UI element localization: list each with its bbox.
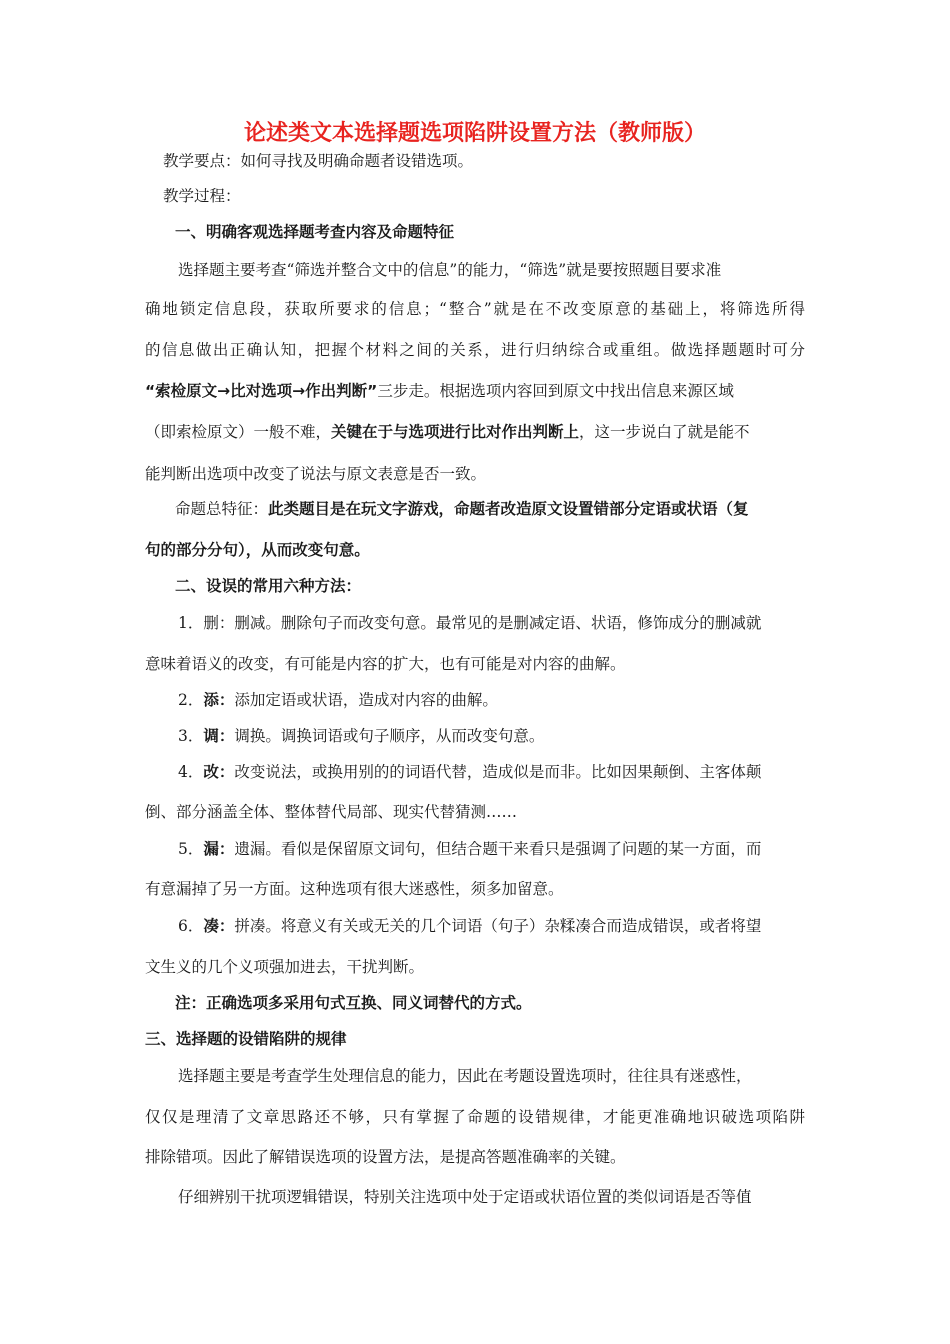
method-4-line-2: 倒、部分涵盖全体、整体替代局部、现实代替猜测……	[145, 803, 518, 821]
sec3-para-line-2: 仅仅是理清了文章思路还不够，只有掌握了命题的设错规律，才能更准确地识破选项陷阱	[145, 1108, 805, 1126]
sec1-para-line-4	[145, 379, 805, 403]
method-5-text: 遗漏。看似是保留原文词句，但结合题干来看只是强调了问题的某一方面，而	[234, 840, 762, 858]
feature-text-1: 此类题目是在玩文字游戏，命题者改造原文设置错部分定语或状语（复	[268, 500, 749, 518]
sec1-para-line-2: 确地锁定信息段，获取所要求的信息；“整合”就是在不改变原意的基础上，将筛选所得	[145, 300, 805, 318]
sec1-para-line-5-a: （即索检原文）一般不难，	[145, 423, 332, 441]
method-2-key: 添：	[203, 691, 235, 709]
teaching-point: 教学要点：如何寻找及明确命题者设错选项。	[163, 152, 474, 170]
method-2-text: 添加定语或状语，造成对内容的曲解。	[234, 691, 498, 709]
feature-label: 命题总特征：	[175, 500, 269, 518]
sec1-para-line-5	[145, 420, 805, 444]
sec1-para-line-1: 选择题主要考查“筛选并整合文中的信息”的能力，“筛选”就是要按照题目要求准	[178, 261, 722, 279]
method-1-line-2: 意味着语义的改变，有可能是内容的扩大，也有可能是对内容的曲解。	[145, 655, 626, 673]
method-2	[178, 688, 838, 712]
key-point-emphasis: 关键在于与选项进行比对作出判断上	[331, 423, 580, 441]
method-6-line-1	[178, 914, 838, 938]
sec3-para2-line-1: 仔细辨别干扰项逻辑错误，特别关注选项中处于定语或状语位置的类似词语是否等值	[178, 1188, 752, 1206]
teaching-process-label: 教学过程：	[163, 187, 241, 205]
method-5-line-1	[178, 837, 838, 861]
section-3-heading: 三、选择题的设错陷阱的规律	[145, 1030, 347, 1048]
method-4-key: 改：	[203, 763, 235, 781]
method-6-number: 6．	[178, 917, 204, 935]
method-4-number: 4．	[178, 763, 204, 781]
document-title: 论述类文本选择题选项陷阱设置方法（教师版）	[243, 121, 706, 146]
sec1-para-line-4-rest: 三步走。根据选项内容回到原文中找出信息来源区域	[377, 382, 734, 400]
sec3-para-line-1: 选择题主要是考查学生处理信息的能力，因此在考题设置选项时，往往具有迷惑性，	[178, 1067, 752, 1085]
method-3-key: 调：	[203, 727, 235, 745]
sec1-para-line-5-b: ，这一步说白了就是能不	[579, 423, 750, 441]
method-5-line-2: 有意漏掉了另一方面。这种选项有很大迷惑性，须多加留意。	[145, 880, 564, 898]
method-1-label: 1．删：	[178, 614, 235, 632]
method-4-text: 改变说法，或换用别的的词语代替，造成似是而非。比如因果颠倒、主客体颠	[234, 763, 762, 781]
method-2-number: 2．	[178, 691, 204, 709]
sec1-para-line-6: 能判断出选项中改变了说法与原文表意是否一致。	[145, 465, 487, 483]
method-3-number: 3．	[178, 727, 204, 745]
method-5-key: 漏：	[203, 840, 235, 858]
section-1-heading: 一、明确客观选择题考查内容及命题特征	[175, 223, 455, 241]
sec3-para-line-3: 排除错项。因此了解错误选项的设置方法，是提高答题准确率的关键。	[145, 1148, 626, 1166]
method-3	[178, 724, 838, 748]
method-3-text: 调换。调换词语或句子顺序，从而改变句意。	[234, 727, 545, 745]
method-5-number: 5．	[178, 840, 204, 858]
feature-line-2: 句的部分分句），从而改变句意。	[145, 541, 370, 559]
method-1-text: 删减。删除句子而改变句意。最常见的是删减定语、状语，修饰成分的删减就	[234, 614, 762, 632]
method-6-key: 凑：	[203, 917, 235, 935]
method-6-line-2: 文生义的几个义项强加进去，干扰判断。	[145, 958, 425, 976]
note: 注：正确选项多采用句式互换、同义词替代的方式。	[175, 994, 532, 1012]
feature-line-1	[175, 497, 835, 521]
method-4-line-1	[178, 760, 838, 784]
section-2-heading: 二、设误的常用六种方法：	[175, 577, 362, 595]
method-1-line-1	[178, 611, 838, 635]
method-steps-emphasis: “索检原文→比对选项→作出判断”	[145, 382, 378, 400]
sec1-para-line-3: 的信息做出正确认知，把握个材料之间的关系，进行归纳综合或重组。做选择题题时可分	[145, 341, 805, 359]
method-6-text: 拼凑。将意义有关或无关的几个词语（句子）杂糅凑合而造成错误，或者将望	[234, 917, 762, 935]
